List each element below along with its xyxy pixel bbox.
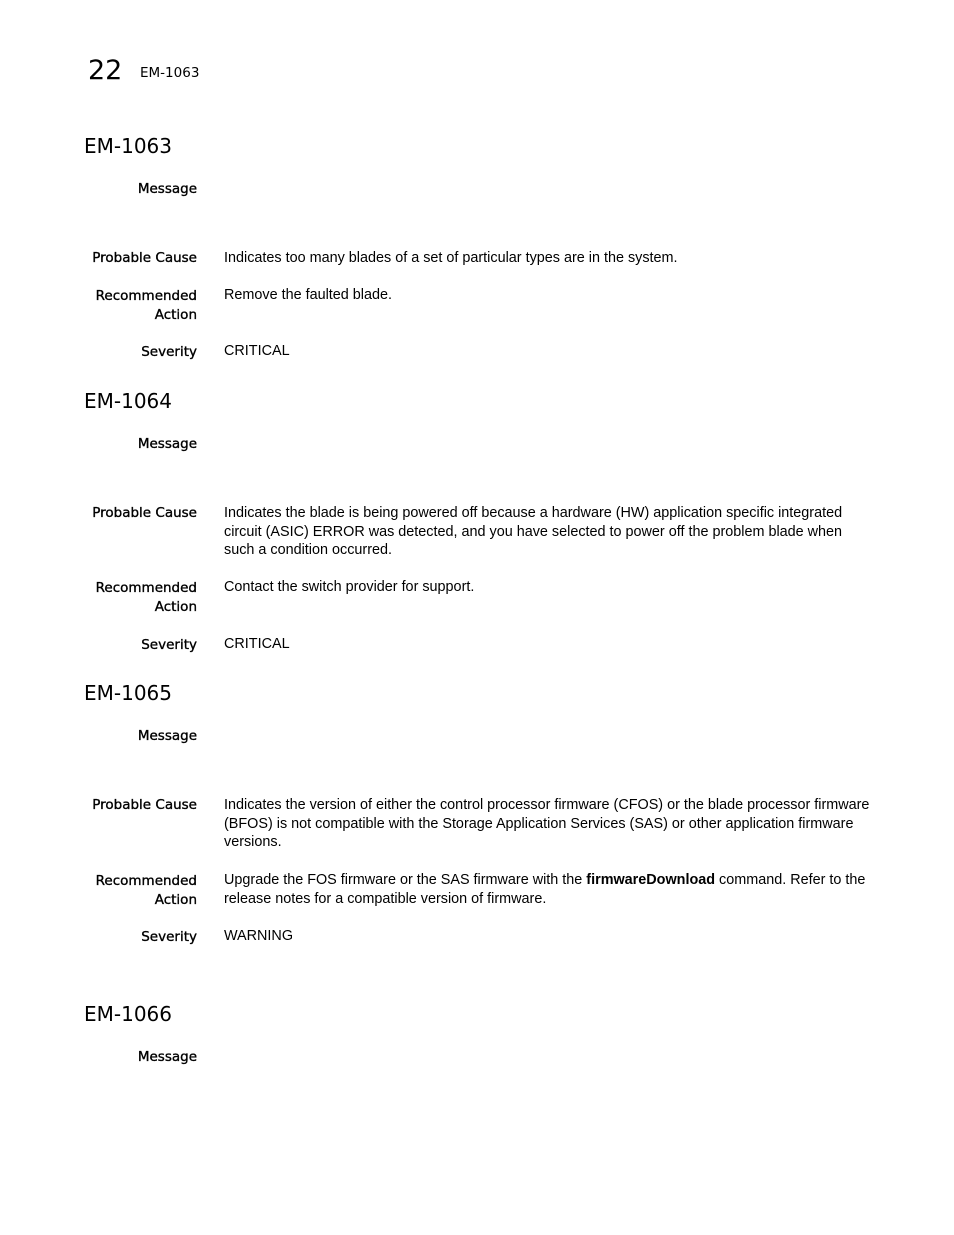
recommended-label-line: Recommended [95,580,197,596]
recommended-label-line: Recommended [95,873,197,889]
recommended-action-label [60,579,197,617]
recommended-action-text: Contact the switch provider for support. [224,579,475,595]
action-label-line: Action [154,599,197,615]
chapter-number: 22 [88,55,123,86]
recommended-action-label [60,872,197,910]
command-name: firmwareDownload [586,872,716,888]
probable-cause-label: Probable Cause [92,797,197,813]
severity-label: Severity [141,637,197,653]
severity-label: Severity [141,929,197,945]
severity-value: CRITICAL [224,343,290,359]
recommended-action-text: Remove the faulted blade. [224,287,393,303]
recommended-label-line: Recommended [95,288,197,304]
recommended-action-text [224,871,874,908]
entry-title: EM-1065 [84,681,173,705]
severity-value: WARNING [224,928,294,944]
message-label: Message [137,728,197,744]
action-label-line: Action [154,307,197,323]
probable-cause-text: Indicates the version of either the control processor firmware (CFOS) or the blade processor firmware (BFOS) is not compatible with the Storage Application Services (SAS) or other application firmware versions. [224,797,870,850]
running-header-title: EM-1063 [140,65,200,81]
severity-label: Severity [141,344,197,360]
probable-cause-text: Indicates the blade is being powered off because a hardware (HW) application specific integrated circuit (ASIC) ERROR was detected, and you have selected to power off the problem blade when such a condition occurred. [224,505,843,558]
entry-title: EM-1063 [84,134,173,158]
entry-title: EM-1064 [84,389,173,413]
message-label: Message [137,1049,197,1065]
entry-title: EM-1066 [84,1002,173,1026]
message-label: Message [137,436,197,452]
probable-cause-label: Probable Cause [92,505,197,521]
probable-cause-label: Probable Cause [92,250,197,266]
recommended-action-text-before: Upgrade the FOS firmware or the SAS firmware with the [224,872,587,888]
severity-value: CRITICAL [224,636,290,652]
action-label-line: Action [154,892,197,908]
recommended-action-text-after: command. Refer to the release notes for a compatible version of firmware. [224,872,866,907]
recommended-action-label [60,287,197,325]
probable-cause-text: Indicates too many blades of a set of particular types are in the system. [224,250,678,266]
message-label: Message [137,181,197,197]
